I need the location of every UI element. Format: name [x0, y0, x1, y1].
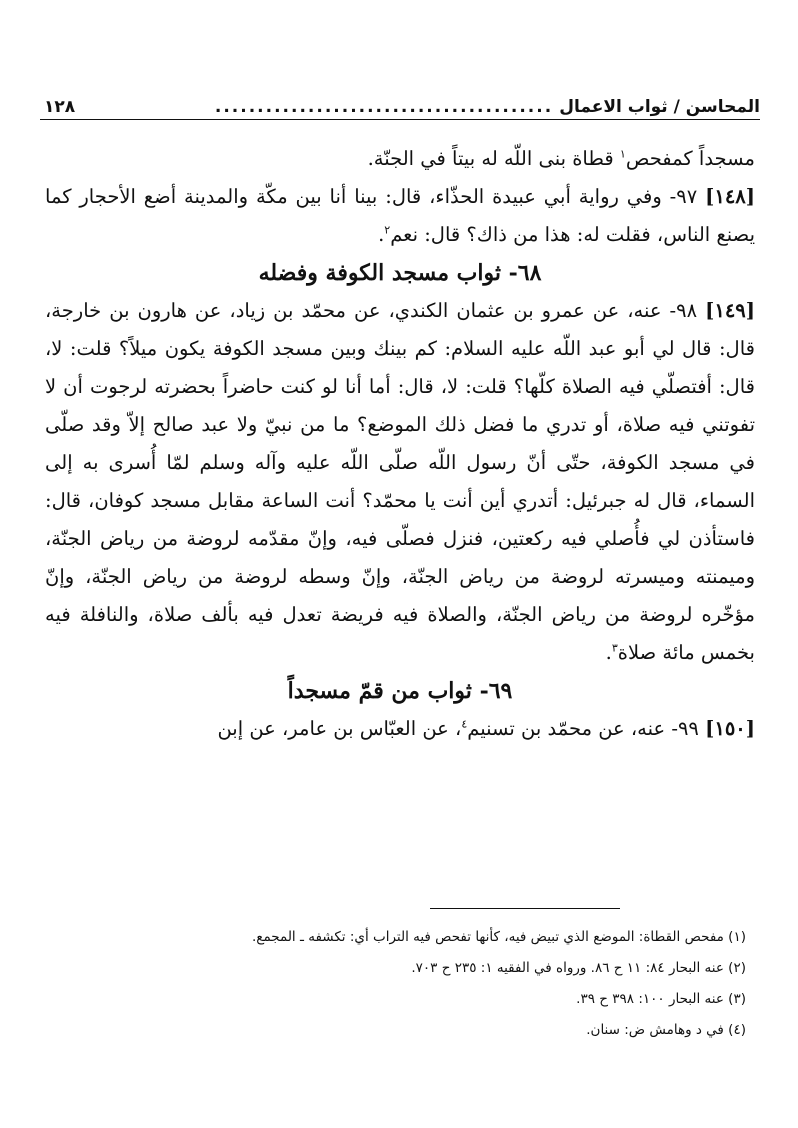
- footnote-2: (٢) عنه البحار ٨٤: ١١ ح ٨٦. ورواه في الفقيه ١: ٢٣٥ ح ٧٠٣.: [411, 960, 746, 976]
- footnote-ref-4: ٤: [461, 717, 468, 731]
- footnote-3: (٣) عنه البحار ١٠٠: ٣٩٨ ح ٣٩.: [576, 991, 746, 1007]
- section-heading-68: ٦٨- ثواب مسجد الكوفة وفضله: [258, 260, 542, 286]
- paragraph-continuation: مسجداً كمفحص$^١$ قطاة بنى اللّه له بيتاً في الجنّة.: [367, 147, 755, 170]
- main-text: [45, 140, 755, 748]
- footnote-ref-3: ٣: [611, 641, 618, 655]
- hadith-number: [١٤٩]: [705, 299, 755, 322]
- hadith-149: [١٤٩] ٩٨- عنه، عن عمرو بن عثمان الكندي، عن محمّد بن زياد، عن هارون بن خارجة، قال: قال لي أبو عبد اللّه عليه السلام: كم بينك وبين مسجد الكوفة يكون ميلاً؟ قلت: لا، قال: أفتصلّي فيه الصلاة كلّها؟ قلت: لا، قال: أما أنا لو كنت حاضراً بحضرته لرجوت أن لا تفوتني فيه صلاة، أو تدري ما فضل ذلك الموضع؟ ما من نبيّ ولا عبد صالح إلاّ وقد صلّى في مسجد الكوفة، حتّى أنّ رسول اللّه صلّى اللّه عليه وآله وسلم لمّا أُسرى به إلى السماء، قال له جبرئيل: أتدري أين أنت يا محمّد؟ أنت الساعة مقابل مسجد كوفان، قال: فاستأذن لي فأُصلي فيه ركعتين، فنزل فصلّى فيه، وإنّ مقدّمه لروضة من رياض الجنّة، وميمنته وميسرته لروضة من رياض الجنّة، وإنّ وسطه لروضة من رياض الجنّة، وإنّ مؤخّره لروضة من رياض الجنّة، والصلاة فيه فريضة تعدل فيه بألف صلاة، والنافلة فيه بخمس مائة صلاة$^٣$.: [45, 299, 755, 664]
- hadith-number: [١٥٠]: [705, 717, 755, 740]
- footnote-1: (١) مفحص القطاة: الموضع الذي تبيض فيه، كأنها تفحص فيه التراب أي: تكشفه ـ المجمع.: [252, 929, 746, 945]
- footnotes: [40, 922, 746, 1046]
- running-header: [40, 84, 760, 120]
- header-leader-dots: ........................................: [214, 97, 554, 117]
- section-heading-69: ٦٩- ثواب من قمّ مسجداً: [287, 678, 513, 704]
- header-title: المحاسن / ثواب الاعمال: [559, 97, 760, 117]
- hadith-148: [١٤٨] ٩٧- وفي رواية أبي عبيدة الحذّاء، قال: بينا أنا بين مكّة والمدينة أضع الأحجار كما يصنع الناس، فقلت له: هذا من ذاك؟ قال: نعم$^٢$.: [45, 185, 756, 246]
- footnote-ref-2: ٢: [384, 223, 391, 237]
- hadith-number: [١٤٨]: [705, 185, 756, 208]
- page-number: ١٢٨: [44, 97, 76, 117]
- footnote-ref-1: ١: [619, 147, 626, 161]
- footnote-divider: [430, 908, 620, 909]
- hadith-150: [١٥٠] ٩٩- عنه، عن محمّد بن تسنيم$^٤$، عن العبّاس بن عامر، عن إبن: [217, 717, 755, 740]
- footnote-4: (٤) في د وهامش ض: سنان.: [586, 1022, 746, 1038]
